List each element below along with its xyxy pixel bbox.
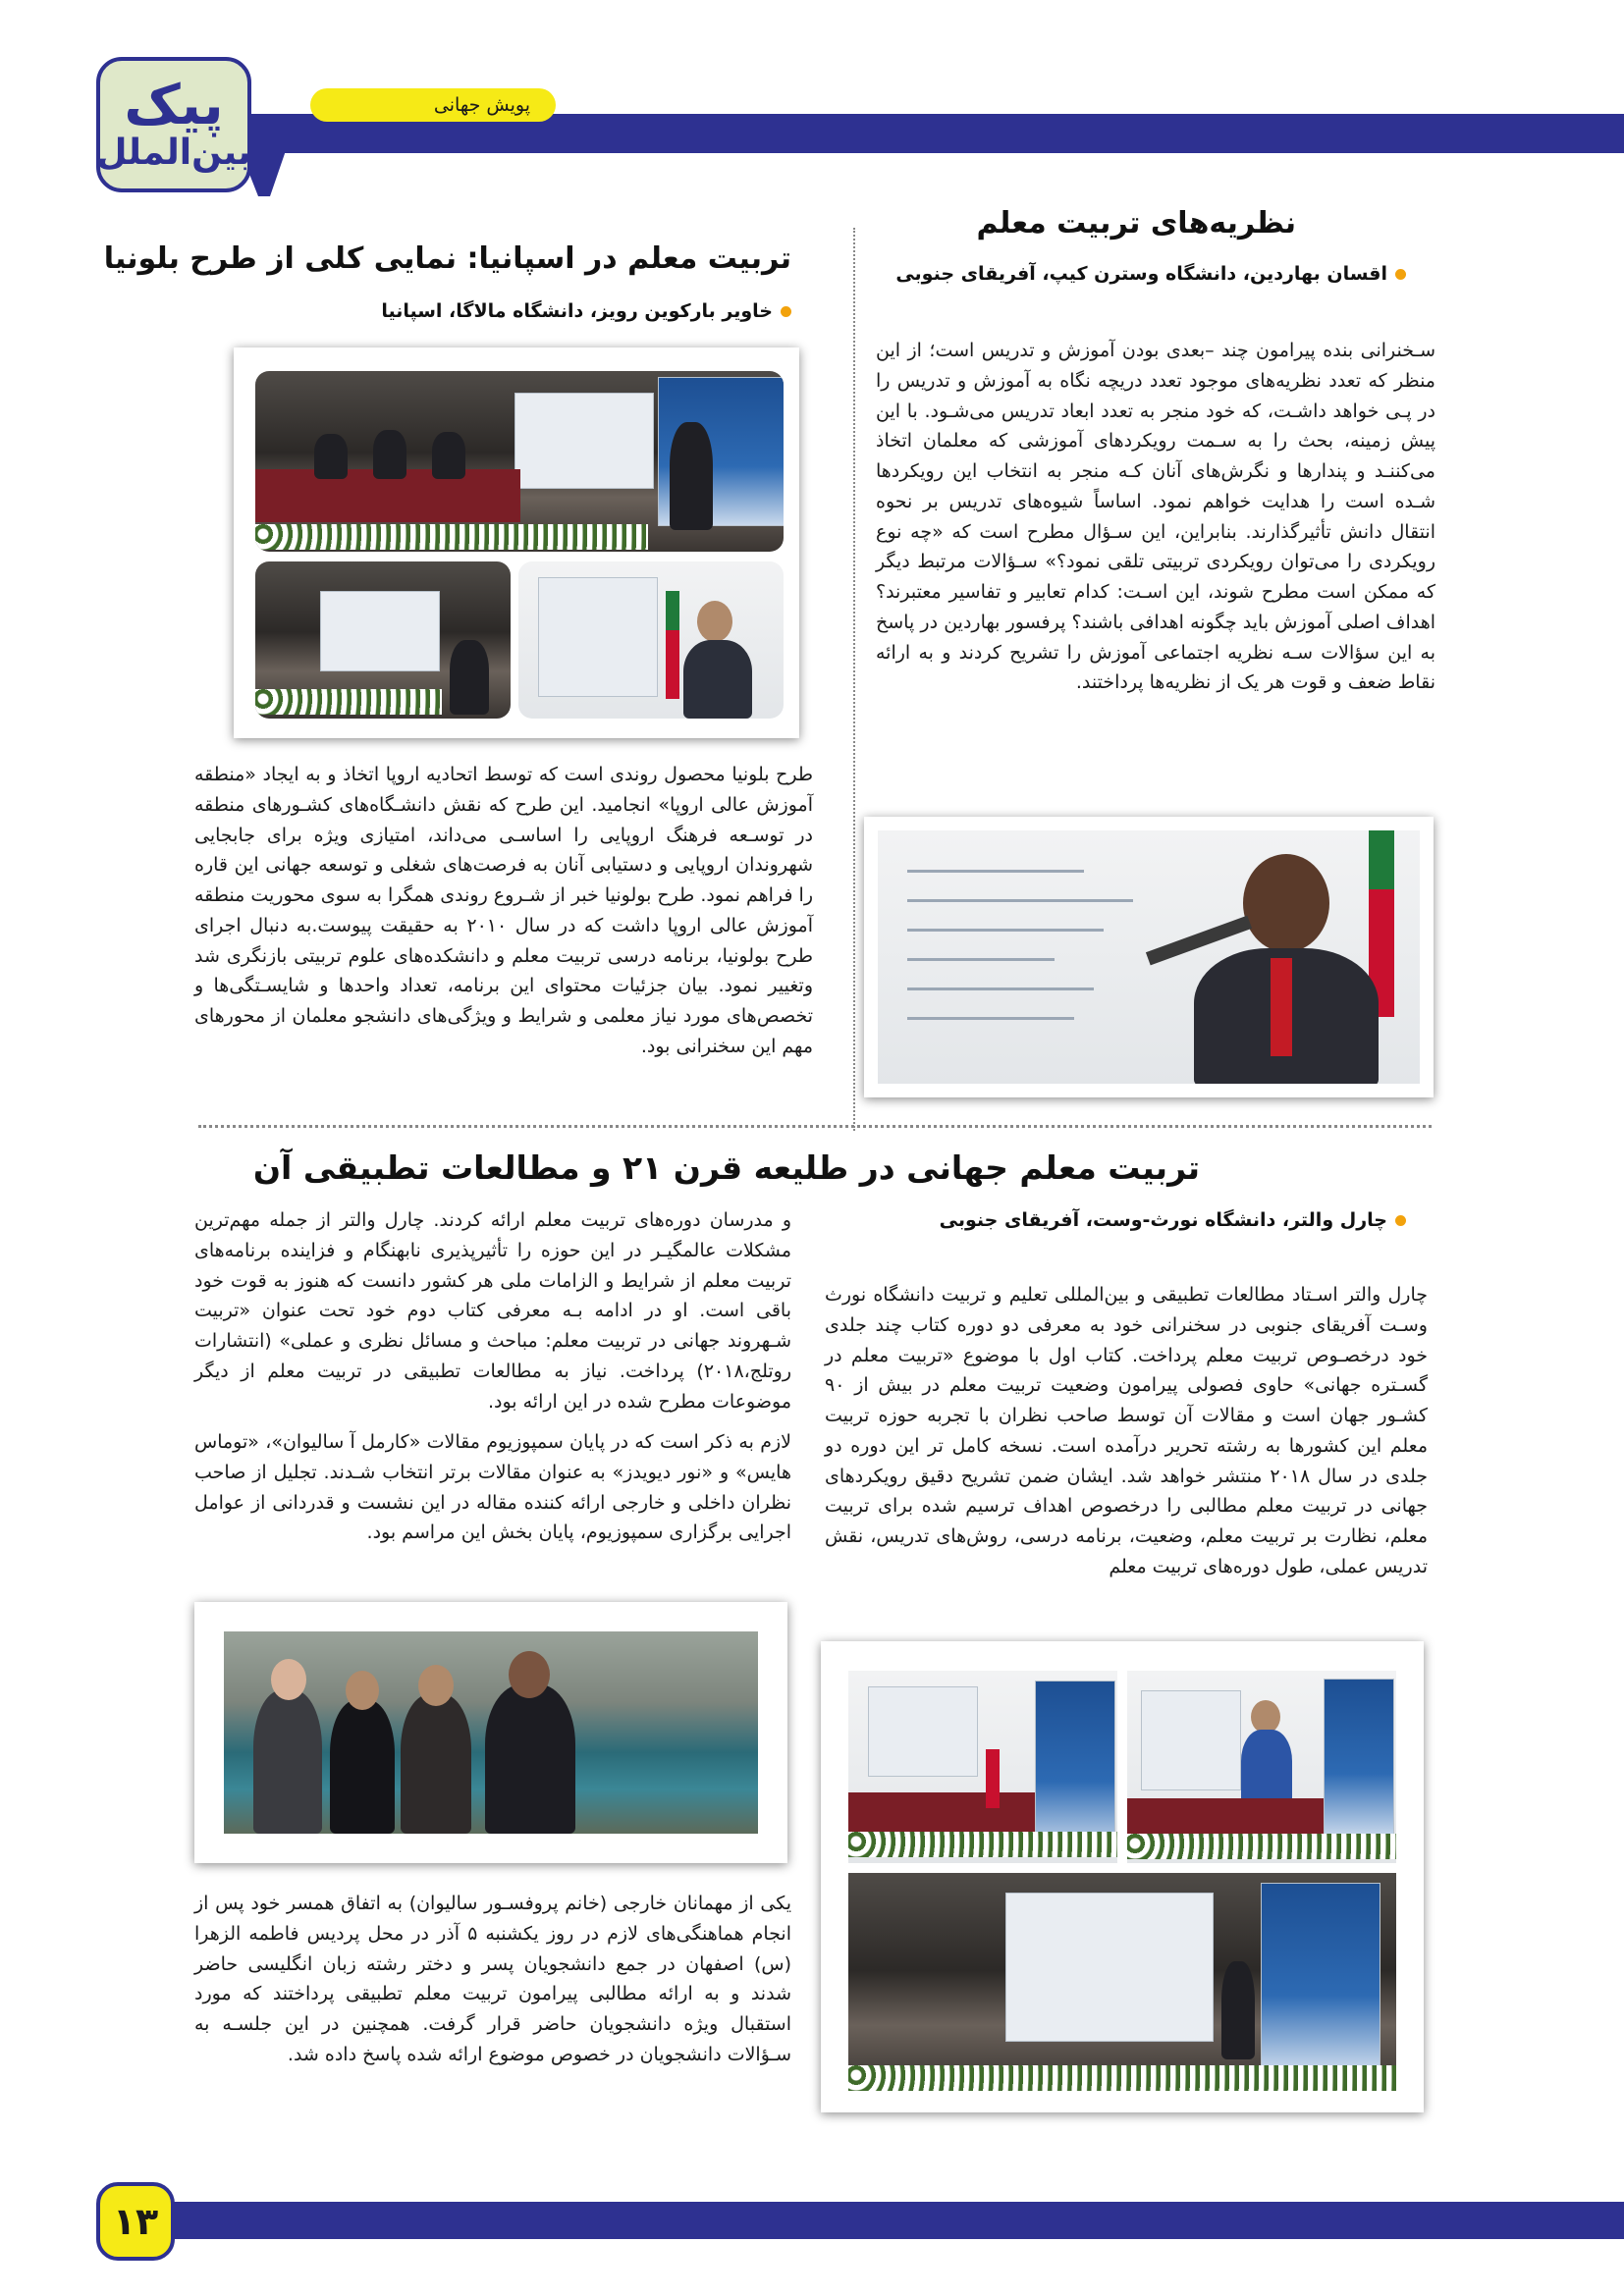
- footer-bar: [167, 2202, 1624, 2239]
- bullet-dot-icon: [1395, 269, 1406, 280]
- article1-author: اقسان بهاردین، دانشگاه وسترن کیپ، آفریقای جنوبی: [895, 263, 1387, 285]
- article3-body-left-1: و مدرسان دوره‌های تربیت معلم ارائه کردند. چارل والتر از جمله مهم‌ترین مشکلات عالمگیـر در این حوزه را تأثیرپذیری نابهنگام و فزاینده برنامه‌های تربیت معلم از شرایط و الزامات ملی هر کشور دانست که هنوز به قوت خود باقی است. او در ادامه بـه معرفی کتاب دوم خود تحت عنوان «تربیت شـهروند جهانی در تربیت معلم: مباحث و مسائل نظری و عملی» (انتشارات روتلج،۲۰۱۸) پرداخت. نیاز به مطالعات تطبیقی در تربیت معلم از دیگر موضوعات مطرح شده در این ارائه بود.: [194, 1209, 791, 1413]
- article1-title: نظریه‌های تربیت معلم: [976, 206, 1296, 240]
- article3-body-right: چارل والتر اسـتاد مطالعات تطبیقی و بین‌المللی تعلیم و تربیت دانشگاه نورث وسـت آفریقای جنوبی در سخنرانی خود به معرفی دو دوره کتاب چند جلدی خود درخصـوص تربیت معلم پرداخت. کتاب اول با موضوع «تربیت معلم در گسـتره جهانی» حاوی فصولی پیرامون وضعیت تربیت معلم در بیش از ۹۰ کشـور جهان است و مقالات آن توسط صاحب نظران با تجربه حوزه تربیت معلم این کشورها به رشته تحریر درآمده است. نسخه کامل تر این دوره دو جلدی در سال ۲۰۱۸ منتشر خواهد شد. ایشان ضمن تشریح دقیق رویکردهای جهانی در تربیت معلم مطالبی را درخصوص اهداف ترسیم شده برای تربیت معلم، نظارت بر تربیت معلم، وضعیت، برنامه درسی، روش‌های تدریس، نقش تدریس عملی، طول دوره‌های تربیت معلم: [825, 1284, 1428, 1577]
- group-photo: [194, 1602, 787, 1863]
- page-number: ۱۳: [96, 2182, 175, 2261]
- article3-byline: [940, 1209, 1406, 1231]
- article3-author: چارل والتر، دانشگاه نورث-وست، آفریقای جنوبی: [939, 1209, 1387, 1231]
- article2-body: طرح بلونیا محصول روندی است که توسط اتحادیه اروپا اتخاذ و به ایجاد «منطقه آموزش عالی اروپا» انجامید. این طرح که نقش دانشـگاه‌های کشـورهای منطقه در توسـعه فرهنگ اروپایی را اساسـی می‌داند، امتیازی ویژه برای جابجایی شهروندان اروپایی و دستیابی آنان به فرصت‌های شغلی و توسعه جهانی این قاره را فراهم نمود. طرح بولونیا خبر از شـروع روندی همگرا به سوی محوریت منطقه آموزش عالی اروپا داشت که در سال ۲۰۱۰ به حقیقت پیوست.به دنبال اجرای طرح بولونیا، برنامه درسی تربیت معلم و دانشکده‌های علوم تربیتی بازنگری شد وتغییر نمود. بیان جزئیات محتوای این برنامه، تعداد واحدها و شایسـتگی‌ها و تخصص‌های مورد نیاز معلمی و شرایط و ویژگی‌های دانشجو معلمان از محورهای مهم این سخنرانی بود.: [194, 764, 813, 1057]
- article2-byline: [381, 300, 791, 322]
- article2-author: خاویر بارکوین رویز، دانشگاه مالاگا، اسپانیا: [381, 300, 773, 322]
- column-divider: [853, 228, 855, 1131]
- article1-byline: [895, 263, 1406, 285]
- article3-body-left-2: لازم به ذکر است که در پایان سمپوزیوم مقالات «کارمل آ سالیوان»، «توماس هایس» و «نور دیویدز» به عنوان مقالات برتر انتخاب شـدند. تجلیل از صاحب نظران داخلی و خارجی ارائه کننده مقاله در این نشست و قدردانی از عوامل اجرایی برگزاری سمپوزیوم، پایان بخش این مراسم بود.: [194, 1431, 791, 1544]
- logo-line-1: پیک: [124, 74, 224, 137]
- bullet-dot-icon: [1395, 1215, 1406, 1226]
- article3-title: تربیت معلم جهانی در طلیعه قرن ۲۱ و مطالعات تطبیقی آن: [252, 1148, 1200, 1187]
- logo-line-2: بین‌الملل: [96, 133, 251, 173]
- panel-photo-collage: [234, 347, 799, 738]
- article2-title: تربیت معلم در اسپانیا: نمایی کلی از طرح بلونیا: [103, 241, 791, 276]
- bullet-dot-icon: [781, 306, 791, 317]
- article3-body-left-3: یکی از مهمانان خارجی (خانم پروفسـور سالیوان) به اتفاق همسر خود پس از انجام هماهنگی‌های لازم در روز یکشنبه ۵ آذر در محل پردیس فاطمه الزهرا (س) اصفهان در جمع دانشجویان پسر و دختر رشته زبان انگلیسی حاضر شدند و به ارائه مطالبی پیرامون تربیت معلم تطبیقی پرداختند که مورد استقبال ویژه دانشجویان حاضر قرار گرفت. همچنین در این جلسـه به سـؤالات دانشجویان در خصوص موضوع ارائه شده پاسخ داده شد.: [194, 1893, 791, 2065]
- section-divider: [198, 1125, 1432, 1128]
- magazine-logo: [96, 57, 251, 192]
- conference-photo-collage: [821, 1641, 1424, 2112]
- speaker-photo: [864, 817, 1434, 1097]
- article1-body: سـخنرانی بنده پیرامون چند –بعدی بودن آموزش و تدریس است؛ از این منظر که تعدد نظریه‌های موجود تعدد دریچه نگاه به آموزش و تدریس را در پـی خواهد داشـت، که خود منجر به تعدد ابعاد تدریس می‌شـود. با این پیش زمینه، بحث را به سـمت رویکردهای آموزشی که معلمان اتخاذ می‌کننـد و پندارها و نگرش‌های آنان کـه منجر به انتخاب این رویکردها شـده است را هدایت خواهم نمود. اساساً شیوه‌های تدریس بر نحوه انتقال دانش تأثیرگذارند. بنابراین، این سـؤال مطرح است که «چه نوع رویکردی را می‌توان رویکردی تربیتی تلقی نمود؟» سـؤالات مرتبط دیگر که ممکن است مطرح شوند، این اسـت: کدام تعابیر و تفاسیر معتبرند؟ اهداف اصلی آموزش باید چگونه اهدافی باشند؟ پرفسور بهاردین در پاسخ به این سؤالات سـه نظریه اجتماعی آموزش را تشریح کردند و به ارائه نقاط ضعف و قوت هر یک از نظریه‌ها پرداختند.: [876, 340, 1435, 694]
- section-label: پویش جهانی: [310, 88, 556, 122]
